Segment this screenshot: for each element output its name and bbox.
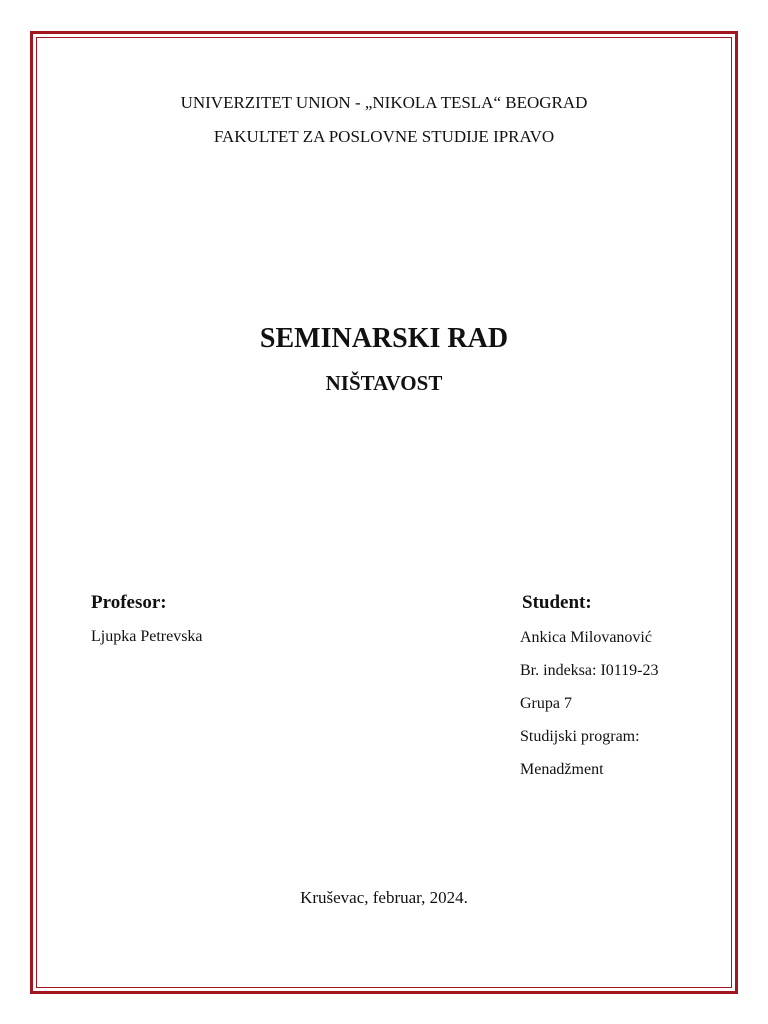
student-index: Br. indeksa: I0119-23 xyxy=(520,662,659,679)
document-topic: NIŠTAVOST xyxy=(325,371,443,395)
professor-label: Profesor: xyxy=(91,592,167,613)
student-details xyxy=(520,628,659,793)
student-group: Grupa 7 xyxy=(520,695,572,712)
university-name: UNIVERZITET UNION - „NIKOLA TESLA“ BEOGRAD xyxy=(180,93,588,112)
document-title: SEMINARSKI RAD xyxy=(259,323,509,354)
place-and-date: Kruševac, februar, 2024. xyxy=(300,888,468,907)
faculty-name: FAKULTET ZA POSLOVNE STUDIJE IPRAVO xyxy=(213,127,555,146)
study-program: Menadžment xyxy=(520,761,604,778)
student-label: Student: xyxy=(522,592,592,613)
professor-name: Ljupka Petrevska xyxy=(91,628,203,645)
page-border-inner xyxy=(36,37,732,988)
study-program-label: Studijski program: xyxy=(520,728,640,745)
student-name: Ankica Milovanović xyxy=(520,629,652,646)
